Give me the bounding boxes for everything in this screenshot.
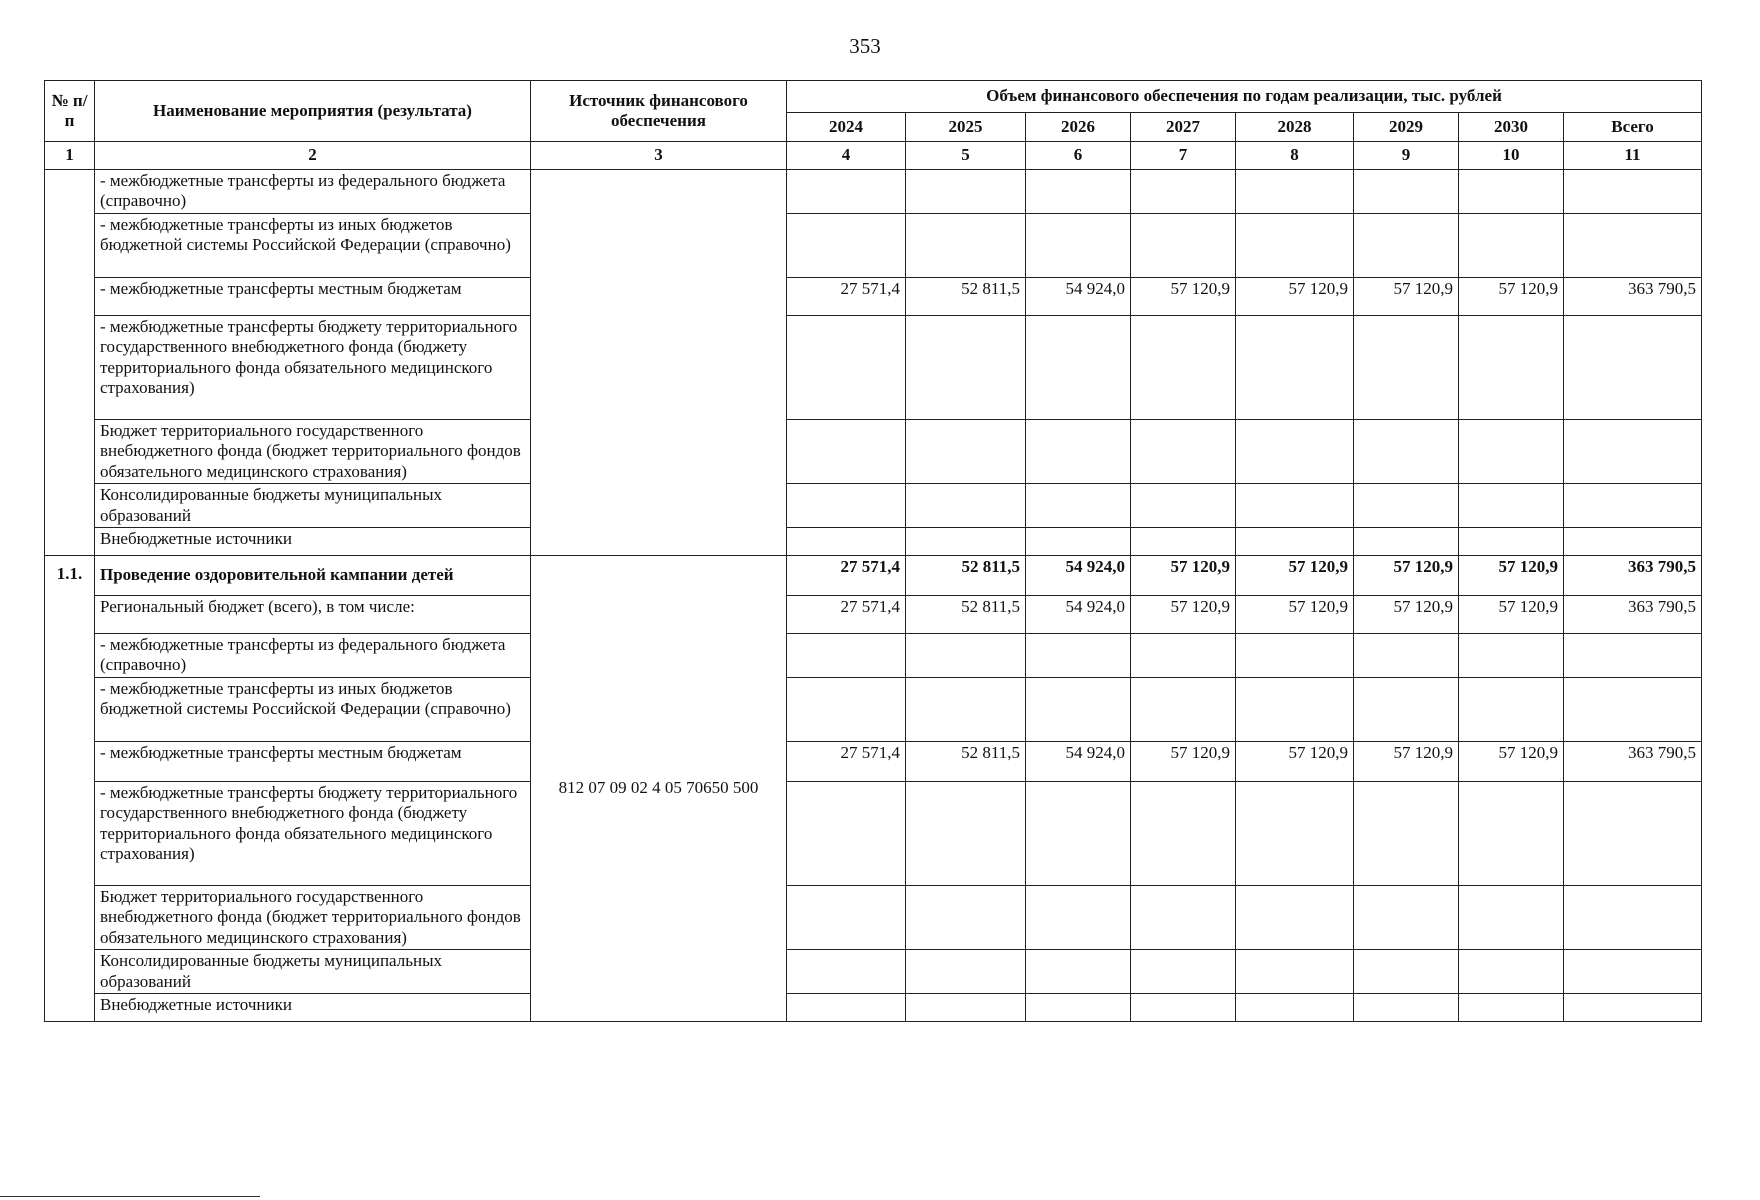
value-cell: 57 120,9	[1459, 595, 1564, 633]
value-cell	[1564, 633, 1702, 677]
value-cell	[1026, 885, 1131, 949]
row-name: Консолидированные бюджеты муниципальных образований	[95, 484, 531, 528]
row-name: - межбюджетные трансферты бюджету территориального государственного внебюджетного фонда (бюджету территориального фонда обязательного медицинского страхования)	[95, 316, 531, 420]
value-cell	[1459, 885, 1564, 949]
col-index: 6	[1026, 142, 1131, 170]
row-name: Бюджет территориального государственного внебюджетного фонда (бюджет территориального фондов обязательного медицинского страхования)	[95, 420, 531, 484]
value-cell	[1564, 993, 1702, 1021]
value-cell	[1564, 950, 1702, 994]
value-cell	[787, 885, 906, 949]
value-cell	[1459, 527, 1564, 555]
value-cell: 57 120,9	[1354, 278, 1459, 316]
col-index: 5	[906, 142, 1026, 170]
value-cell: 52 811,5	[906, 555, 1026, 595]
value-cell: 52 811,5	[906, 741, 1026, 781]
header-volume: Объем финансового обеспечения по годам реализации, тыс. рублей	[787, 81, 1702, 113]
value-cell	[787, 677, 906, 741]
table-row	[45, 170, 1702, 214]
row-name: - межбюджетные трансферты бюджету территориального государственного внебюджетного фонда (бюджету территориального фонда обязательного медицинского страхования)	[95, 781, 531, 885]
col-index: 10	[1459, 142, 1564, 170]
value-cell	[1236, 781, 1354, 885]
value-cell	[906, 484, 1026, 528]
value-cell	[906, 993, 1026, 1021]
table-row	[45, 781, 1702, 885]
value-cell: 52 811,5	[906, 278, 1026, 316]
value-cell	[1459, 316, 1564, 420]
col-index: 9	[1354, 142, 1459, 170]
table-body	[45, 170, 1702, 1022]
value-cell	[1459, 781, 1564, 885]
value-cell	[1354, 214, 1459, 278]
value-cell	[1459, 633, 1564, 677]
value-cell	[1026, 170, 1131, 214]
value-cell	[787, 316, 906, 420]
col-index: 2	[95, 142, 531, 170]
value-cell	[1131, 993, 1236, 1021]
row-name: Внебюджетные источники	[95, 527, 531, 555]
value-cell: 27 571,4	[787, 555, 906, 595]
header-total: Всего	[1564, 113, 1702, 142]
header-year: 2029	[1354, 113, 1459, 142]
footnote-rule	[0, 1196, 260, 1197]
value-cell	[1131, 950, 1236, 994]
row-name: - межбюджетные трансферты из федерального бюджета (справочно)	[95, 633, 531, 677]
value-cell	[1564, 677, 1702, 741]
value-cell: 27 571,4	[787, 278, 906, 316]
col-index: 8	[1236, 142, 1354, 170]
table-row	[45, 633, 1702, 677]
value-cell	[1131, 420, 1236, 484]
value-cell: 57 120,9	[1354, 741, 1459, 781]
value-cell	[1564, 420, 1702, 484]
row-num-cell	[45, 170, 95, 556]
table-row	[45, 214, 1702, 278]
value-cell	[1459, 950, 1564, 994]
table-header	[45, 81, 1702, 170]
value-cell	[1236, 885, 1354, 949]
row-name: Внебюджетные источники	[95, 993, 531, 1021]
value-cell	[1026, 527, 1131, 555]
value-cell	[1564, 214, 1702, 278]
value-cell	[787, 170, 906, 214]
row-name: - межбюджетные трансферты местным бюджетам	[95, 278, 531, 316]
header-name: Наименование мероприятия (результата)	[95, 81, 531, 142]
value-cell	[1354, 950, 1459, 994]
value-cell	[1459, 484, 1564, 528]
header-year: 2027	[1131, 113, 1236, 142]
value-cell	[906, 950, 1026, 994]
section-num: 1.1.	[45, 555, 95, 1021]
value-cell: 363 790,5	[1564, 555, 1702, 595]
value-cell	[1459, 420, 1564, 484]
value-cell	[787, 214, 906, 278]
value-cell: 52 811,5	[906, 595, 1026, 633]
row-name: Региональный бюджет (всего), в том числе:	[95, 595, 531, 633]
col-index: 11	[1564, 142, 1702, 170]
value-cell	[1459, 993, 1564, 1021]
value-cell	[1131, 527, 1236, 555]
header-year: 2028	[1236, 113, 1354, 142]
row-name: Консолидированные бюджеты муниципальных образований	[95, 950, 531, 994]
value-cell: 54 924,0	[1026, 741, 1131, 781]
value-cell: 27 571,4	[787, 741, 906, 781]
value-cell: 27 571,4	[787, 595, 906, 633]
value-cell	[1026, 316, 1131, 420]
col-index: 4	[787, 142, 906, 170]
value-cell	[787, 781, 906, 885]
value-cell	[1564, 170, 1702, 214]
value-cell	[1354, 484, 1459, 528]
value-cell	[787, 633, 906, 677]
value-cell: 57 120,9	[1354, 555, 1459, 595]
table-row	[45, 950, 1702, 994]
row-source-cell	[531, 170, 787, 556]
value-cell	[1459, 214, 1564, 278]
col-index: 7	[1131, 142, 1236, 170]
value-cell	[1131, 214, 1236, 278]
table-row	[45, 885, 1702, 949]
value-cell	[906, 170, 1026, 214]
value-cell	[1236, 484, 1354, 528]
value-cell	[1026, 420, 1131, 484]
header-year: 2026	[1026, 113, 1131, 142]
value-cell	[1564, 781, 1702, 885]
value-cell	[1236, 950, 1354, 994]
value-cell	[1354, 885, 1459, 949]
value-cell: 54 924,0	[1026, 278, 1131, 316]
row-name: - межбюджетные трансферты из федерального бюджета (справочно)	[95, 170, 531, 214]
value-cell	[1131, 170, 1236, 214]
table-row	[45, 527, 1702, 555]
value-cell	[787, 527, 906, 555]
value-cell	[906, 214, 1026, 278]
col-index: 1	[45, 142, 95, 170]
value-cell: 57 120,9	[1131, 595, 1236, 633]
value-cell	[1131, 484, 1236, 528]
value-cell	[1564, 885, 1702, 949]
value-cell	[1026, 677, 1131, 741]
value-cell: 57 120,9	[1459, 741, 1564, 781]
value-cell	[1131, 677, 1236, 741]
value-cell	[1236, 993, 1354, 1021]
value-cell	[1236, 677, 1354, 741]
value-cell	[1026, 781, 1131, 885]
header-num: № п/п	[45, 81, 95, 142]
budget-table	[44, 80, 1702, 1022]
value-cell	[1354, 170, 1459, 214]
value-cell	[906, 420, 1026, 484]
table-row	[45, 993, 1702, 1021]
value-cell: 363 790,5	[1564, 278, 1702, 316]
value-cell: 57 120,9	[1459, 278, 1564, 316]
value-cell	[1026, 633, 1131, 677]
value-cell	[1354, 316, 1459, 420]
value-cell	[906, 633, 1026, 677]
value-cell: 57 120,9	[1236, 741, 1354, 781]
value-cell: 57 120,9	[1236, 555, 1354, 595]
value-cell	[1354, 677, 1459, 741]
value-cell	[1354, 993, 1459, 1021]
value-cell	[906, 677, 1026, 741]
value-cell	[1236, 527, 1354, 555]
value-cell: 54 924,0	[1026, 555, 1131, 595]
value-cell	[1026, 950, 1131, 994]
value-cell: 57 120,9	[1459, 555, 1564, 595]
table-row	[45, 595, 1702, 633]
row-name: Бюджет территориального государственного внебюджетного фонда (бюджет территориального фондов обязательного медицинского страхования)	[95, 885, 531, 949]
value-cell	[1354, 633, 1459, 677]
value-cell: 363 790,5	[1564, 741, 1702, 781]
table-row	[45, 278, 1702, 316]
value-cell	[1236, 316, 1354, 420]
value-cell: 57 120,9	[1131, 741, 1236, 781]
value-cell	[787, 993, 906, 1021]
value-cell	[787, 950, 906, 994]
value-cell	[1564, 316, 1702, 420]
row-name: - межбюджетные трансферты местным бюджетам	[95, 741, 531, 781]
value-cell	[1564, 484, 1702, 528]
value-cell	[906, 885, 1026, 949]
value-cell: 57 120,9	[1131, 555, 1236, 595]
row-name: - межбюджетные трансферты из иных бюджетов бюджетной системы Российской Федерации (справочно)	[95, 677, 531, 741]
header-year: 2030	[1459, 113, 1564, 142]
value-cell	[787, 484, 906, 528]
value-cell	[1026, 484, 1131, 528]
value-cell	[906, 527, 1026, 555]
value-cell	[1459, 170, 1564, 214]
value-cell	[1354, 527, 1459, 555]
value-cell	[1354, 420, 1459, 484]
value-cell	[1236, 214, 1354, 278]
section-title: Проведение оздоровительной кампании детей	[95, 555, 531, 595]
value-cell	[1026, 214, 1131, 278]
value-cell	[906, 316, 1026, 420]
row-name: - межбюджетные трансферты из иных бюджетов бюджетной системы Российской Федерации (справочно)	[95, 214, 531, 278]
value-cell: 57 120,9	[1131, 278, 1236, 316]
table-row	[45, 741, 1702, 781]
section-title-row	[45, 555, 1702, 595]
value-cell: 363 790,5	[1564, 595, 1702, 633]
section-source-code: 812 07 09 02 4 05 70650 500	[531, 555, 787, 1021]
header-year: 2024	[787, 113, 906, 142]
table-row	[45, 316, 1702, 420]
value-cell: 54 924,0	[1026, 595, 1131, 633]
value-cell	[1131, 316, 1236, 420]
table-row	[45, 420, 1702, 484]
value-cell: 57 120,9	[1236, 595, 1354, 633]
value-cell	[1236, 170, 1354, 214]
value-cell	[1131, 885, 1236, 949]
value-cell	[787, 420, 906, 484]
table-row	[45, 484, 1702, 528]
value-cell	[1236, 420, 1354, 484]
table-row	[45, 677, 1702, 741]
header-year: 2025	[906, 113, 1026, 142]
header-source: Источник финансового обеспечения	[531, 81, 787, 142]
value-cell	[906, 781, 1026, 885]
value-cell	[1236, 633, 1354, 677]
value-cell	[1564, 527, 1702, 555]
value-cell	[1131, 781, 1236, 885]
value-cell	[1131, 633, 1236, 677]
value-cell	[1026, 993, 1131, 1021]
value-cell	[1459, 677, 1564, 741]
page-number: 353	[849, 34, 881, 58]
value-cell	[1354, 781, 1459, 885]
col-index: 3	[531, 142, 787, 170]
value-cell: 57 120,9	[1236, 278, 1354, 316]
value-cell: 57 120,9	[1354, 595, 1459, 633]
